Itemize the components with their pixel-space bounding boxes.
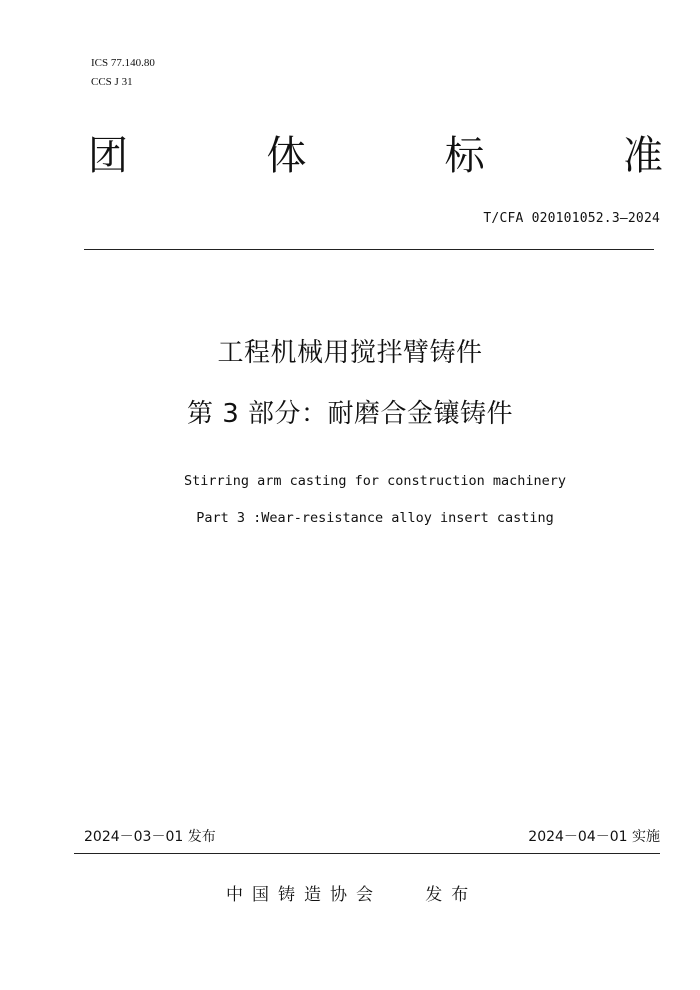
standard-type-heading (88, 128, 663, 184)
standard-number: T/CFA 020101052.3—2024 (483, 211, 660, 226)
issue-date: 2024－03－01 发布 (84, 829, 216, 845)
publisher: 中国铸造协会 发布 (226, 885, 478, 905)
classification-codes (91, 54, 155, 92)
ics-code: ICS 77.140.80 (91, 57, 155, 69)
title-part-zh: 第 3 部分：耐磨合金镶铸件 (186, 399, 514, 429)
standard-type-char-3: 标 (444, 133, 485, 179)
standard-type-char-2: 体 (266, 133, 307, 179)
ccs-code: CCS J 31 (91, 76, 133, 88)
bottom-divider (74, 853, 660, 854)
title-part-en: Part 3 :Wear-resistance alloy insert casting (196, 510, 554, 526)
title-main-en: Stirring arm casting for construction machinery (183, 473, 566, 489)
implementation-date: 2024－04－01 实施 (528, 829, 660, 845)
top-divider (84, 249, 654, 250)
title-main-zh: 工程机械用搅拌臂铸件 (217, 338, 483, 368)
standard-type-char-1: 团 (88, 133, 128, 179)
standard-type-char-4: 准 (622, 133, 663, 179)
